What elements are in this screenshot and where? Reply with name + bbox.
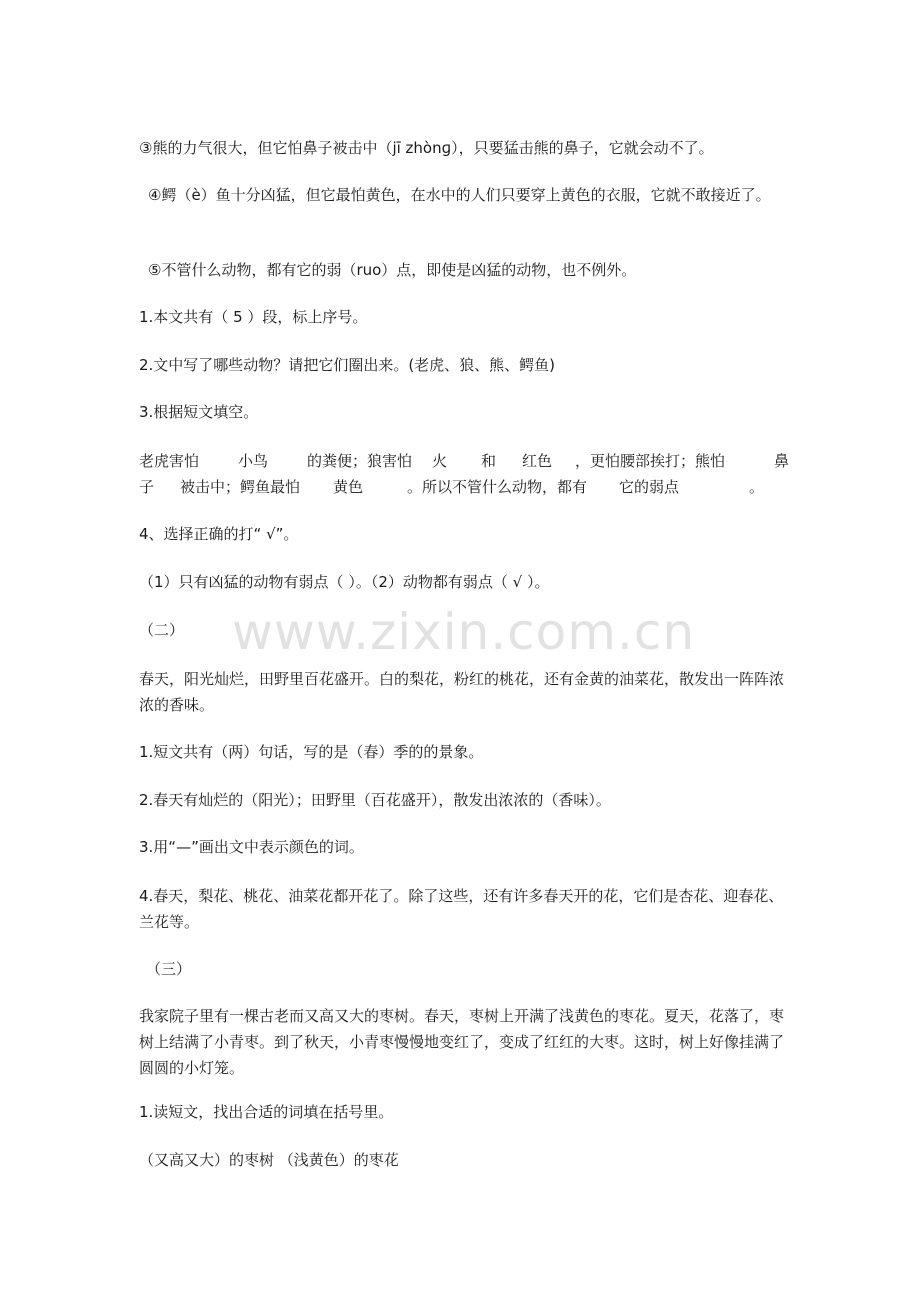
fill-text: 。 <box>749 478 765 496</box>
question-1: 1.本文共有（ 5 ）段，标上序号。 <box>139 308 368 326</box>
section-2-question-2: 2.春天有灿烂的（阳光）；田野里（百花盛开），散发出浓浓的（香味）。 <box>139 791 611 809</box>
fill-answer: 红色 <box>522 452 553 470</box>
section-2-heading: （二） <box>139 621 185 639</box>
fill-text: 被击中；鳄鱼最怕 <box>180 478 301 496</box>
fill-answer: 它的弱点 <box>619 478 680 496</box>
question-4: 4、选择正确的打“ √”。 <box>139 525 299 543</box>
question-3: 3.根据短文填空。 <box>139 403 259 421</box>
section-2-passage: 春天，阳光灿烂，田野里百花盛开。白的梨花，粉红的桃花，还有金黄的油菜花，散发出一阵阵浓浓的香味。 <box>139 670 785 714</box>
question-4-options: （1）只有凶猛的动物有弱点（ ）。（2）动物都有弱点（ √ ）。 <box>139 573 550 591</box>
paragraph-4: ④鳄（è）鱼十分凶猛，但它最怕黄色，在水中的人们只要穿上黄色的衣服，它就不敢接近了。 <box>148 186 771 204</box>
fill-text: ，更怕腰部挨打；熊怕 <box>575 452 726 470</box>
fill-answer: 子 <box>139 478 155 496</box>
section-3-question-1-answers: （又高又大）的枣树 （浅黄色）的枣花 <box>139 1151 399 1169</box>
fill-answer: 鼻 <box>774 452 790 470</box>
paragraph-5: ⑤不管什么动物，都有它的弱（ruo）点，即使是凶猛的动物，也不例外。 <box>148 261 637 279</box>
section-3-passage: 我家院子里有一棵古老而又高又大的枣树。春天，枣树上开满了浅黄色的枣花。夏天，花落了，枣树上结满了小青枣。到了秋天，小青枣慢慢地变红了，变成了红红的大枣。这时，树上好像挂满了圆圆的小灯笼。 <box>139 1007 785 1077</box>
fill-blank-line-1 <box>139 448 799 474</box>
fill-text: 。所以不管什么动物，都有 <box>407 478 588 496</box>
paragraph-3: ③熊的力气很大，但它怕鼻子被击中（jī zhònɡ），只要猛击熊的鼻子，它就会动不了。 <box>139 139 714 157</box>
watermark: www.zixin.com.cn <box>232 603 696 661</box>
fill-text: 和 <box>481 452 497 470</box>
section-3-heading: （三） <box>146 960 192 978</box>
fill-answer: 小鸟 <box>238 452 269 470</box>
section-2-question-1: 1.短文共有（两）句话，写的是（春）季的的景象。 <box>139 743 484 761</box>
section-2-question-3: 3.用“—”画出文中表示颜色的词。 <box>139 838 364 856</box>
fill-blank-line-2 <box>139 474 799 500</box>
question-2: 2.文中写了哪些动物？请把它们圈出来。(老虎、狼、熊、鳄鱼) <box>139 356 556 374</box>
fill-text: 老虎害怕 <box>139 452 200 470</box>
fill-answer: 火 <box>432 452 448 470</box>
fill-answer: 黄色 <box>333 478 364 496</box>
fill-text: 的粪便；狼害怕 <box>307 452 413 470</box>
section-2-question-4: 4.春天，梨花、桃花、油菜花都开花了。除了这些，还有许多春天开的花，它们是杏花、迎春花、兰花等。 <box>139 887 784 931</box>
section-3-question-1: 1.读短文，找出合适的词填在括号里。 <box>139 1103 394 1121</box>
